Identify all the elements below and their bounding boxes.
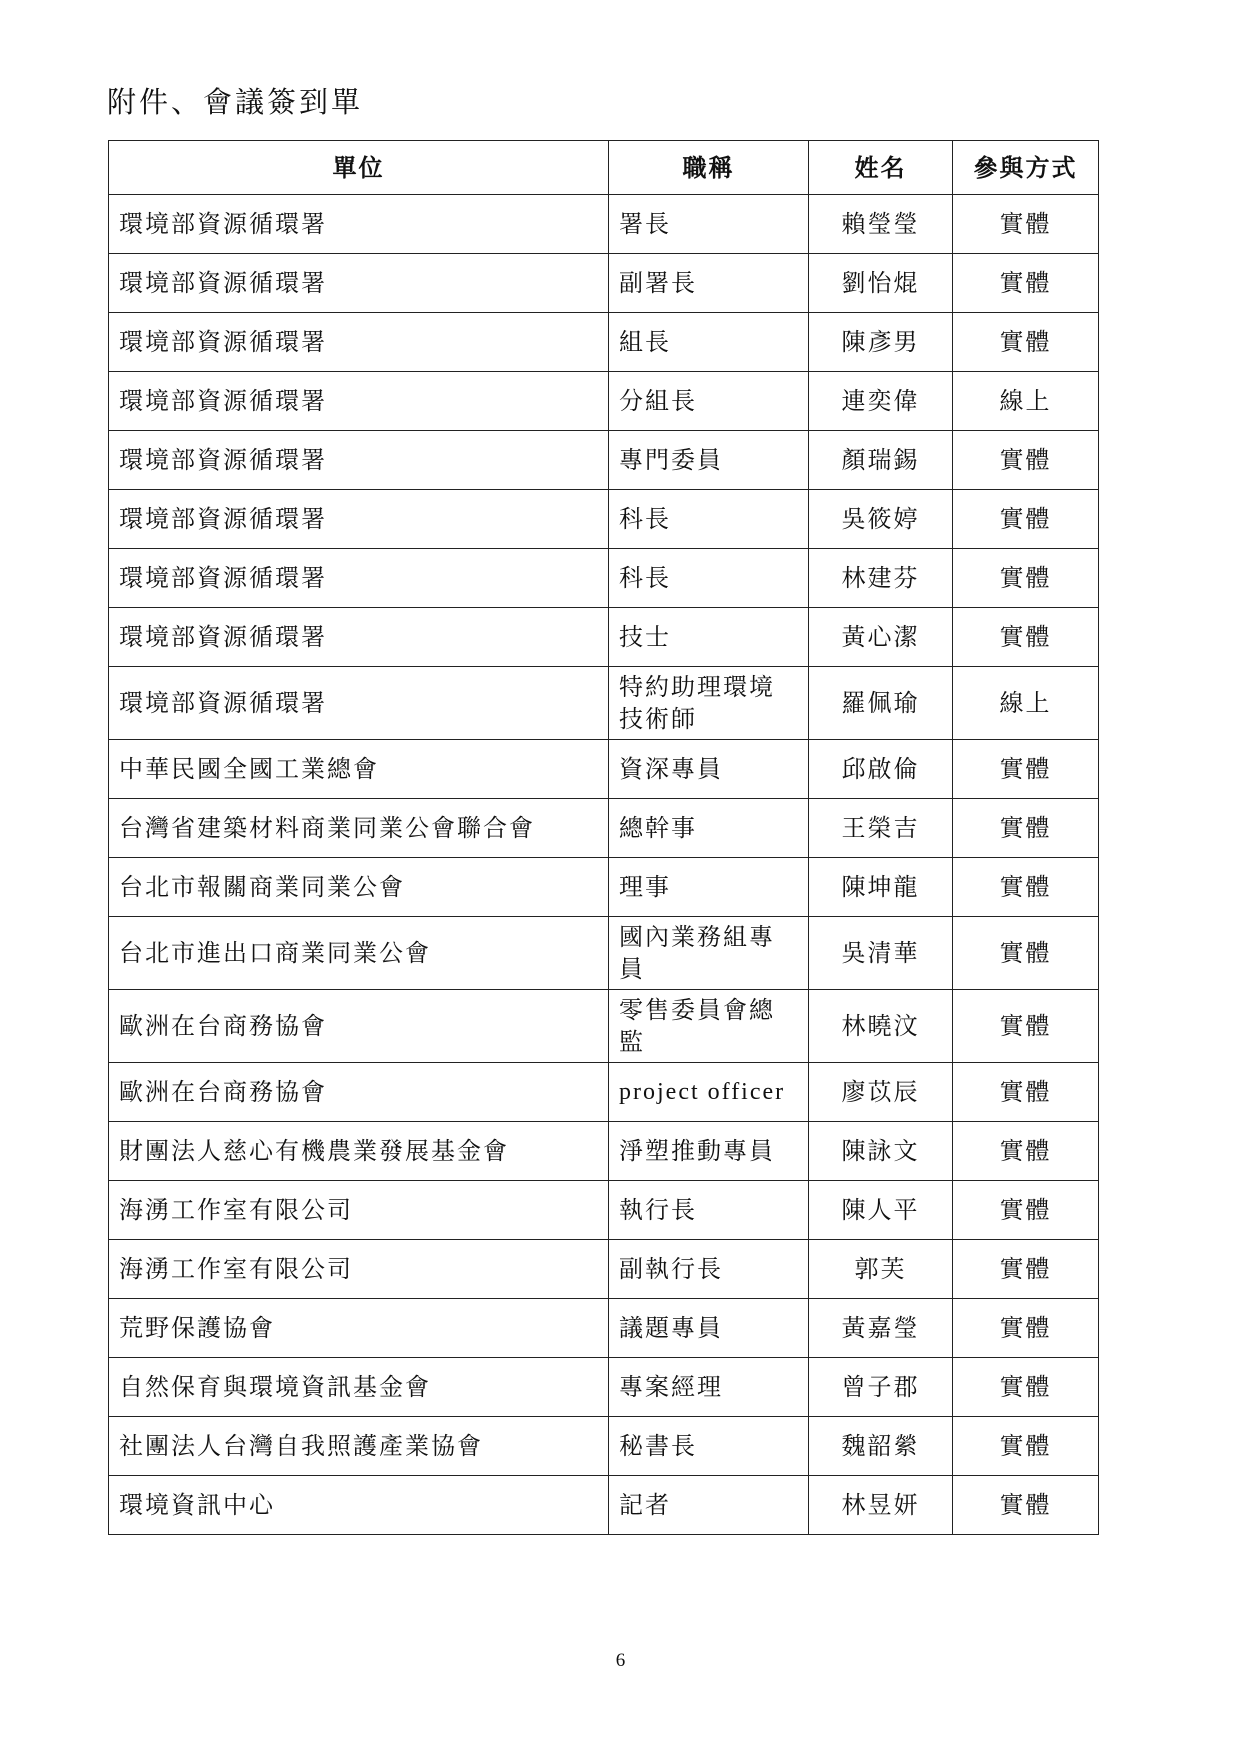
table-row	[109, 431, 1099, 490]
cell-mode: 實體	[953, 1299, 1099, 1358]
cell-title: project officer	[609, 1063, 809, 1122]
cell-unit: 海湧工作室有限公司	[109, 1181, 609, 1240]
cell-name: 黃心潔	[809, 608, 953, 667]
cell-title: 技士	[609, 608, 809, 667]
cell-mode: 線上	[953, 372, 1099, 431]
cell-mode: 實體	[953, 740, 1099, 799]
cell-unit: 環境部資源循環署	[109, 667, 609, 740]
cell-title: 分組長	[609, 372, 809, 431]
cell-mode: 實體	[953, 990, 1099, 1063]
cell-name: 曾子郡	[809, 1358, 953, 1417]
table-row	[109, 1122, 1099, 1181]
cell-unit: 環境部資源循環署	[109, 490, 609, 549]
cell-unit: 財團法人慈心有機農業發展基金會	[109, 1122, 609, 1181]
cell-unit: 環境部資源循環署	[109, 549, 609, 608]
cell-unit: 環境資訊中心	[109, 1476, 609, 1535]
table-row	[109, 313, 1099, 372]
cell-unit: 歐洲在台商務協會	[109, 990, 609, 1063]
cell-name: 林建芬	[809, 549, 953, 608]
cell-name: 林昱妍	[809, 1476, 953, 1535]
cell-unit: 社團法人台灣自我照護產業協會	[109, 1417, 609, 1476]
cell-name: 羅佩瑜	[809, 667, 953, 740]
cell-unit: 環境部資源循環署	[109, 313, 609, 372]
sign-in-table	[108, 140, 1099, 1535]
table-row	[109, 1476, 1099, 1535]
cell-name: 陳詠文	[809, 1122, 953, 1181]
cell-title: 執行長	[609, 1181, 809, 1240]
header-title: 職稱	[609, 141, 809, 195]
cell-mode: 實體	[953, 1063, 1099, 1122]
cell-mode: 實體	[953, 254, 1099, 313]
cell-name: 魏韶縈	[809, 1417, 953, 1476]
cell-unit: 中華民國全國工業總會	[109, 740, 609, 799]
cell-unit: 環境部資源循環署	[109, 195, 609, 254]
cell-name: 林曉汶	[809, 990, 953, 1063]
cell-title: 議題專員	[609, 1299, 809, 1358]
cell-name: 劉怡焜	[809, 254, 953, 313]
cell-unit: 自然保育與環境資訊基金會	[109, 1358, 609, 1417]
cell-mode: 實體	[953, 549, 1099, 608]
cell-name: 顏瑞錫	[809, 431, 953, 490]
cell-title: 秘書長	[609, 1417, 809, 1476]
cell-mode: 實體	[953, 1358, 1099, 1417]
cell-title: 資深專員	[609, 740, 809, 799]
cell-title: 副署長	[609, 254, 809, 313]
cell-title: 總幹事	[609, 799, 809, 858]
cell-title: 記者	[609, 1476, 809, 1535]
table-row	[109, 917, 1099, 990]
cell-name: 郭芙	[809, 1240, 953, 1299]
cell-unit: 環境部資源循環署	[109, 608, 609, 667]
page-number: 6	[615, 1650, 626, 1671]
cell-name: 王榮吉	[809, 799, 953, 858]
cell-mode: 實體	[953, 431, 1099, 490]
cell-title: 組長	[609, 313, 809, 372]
table-header-row	[109, 141, 1099, 195]
cell-title: 專門委員	[609, 431, 809, 490]
table-row	[109, 740, 1099, 799]
cell-mode: 實體	[953, 858, 1099, 917]
table-row	[109, 490, 1099, 549]
cell-mode: 實體	[953, 195, 1099, 254]
cell-name: 陳彥男	[809, 313, 953, 372]
cell-mode: 實體	[953, 490, 1099, 549]
cell-mode: 實體	[953, 917, 1099, 990]
cell-name: 陳坤龍	[809, 858, 953, 917]
cell-unit: 歐洲在台商務協會	[109, 1063, 609, 1122]
table-row	[109, 372, 1099, 431]
cell-name: 吳筱婷	[809, 490, 953, 549]
cell-unit: 環境部資源循環署	[109, 254, 609, 313]
cell-mode: 實體	[953, 313, 1099, 372]
cell-title: 淨塑推動專員	[609, 1122, 809, 1181]
table-row	[109, 608, 1099, 667]
cell-unit: 荒野保護協會	[109, 1299, 609, 1358]
cell-title: 專案經理	[609, 1358, 809, 1417]
table-row	[109, 858, 1099, 917]
cell-unit: 台灣省建築材料商業同業公會聯合會	[109, 799, 609, 858]
table-row	[109, 667, 1099, 740]
table-row	[109, 1358, 1099, 1417]
table-row	[109, 195, 1099, 254]
cell-name: 吳清華	[809, 917, 953, 990]
cell-title: 國內業務組專員	[609, 917, 809, 990]
cell-mode: 實體	[953, 1240, 1099, 1299]
cell-name: 黃嘉瑩	[809, 1299, 953, 1358]
cell-mode: 線上	[953, 667, 1099, 740]
header-unit: 單位	[109, 141, 609, 195]
cell-name: 賴瑩瑩	[809, 195, 953, 254]
header-name: 姓名	[809, 141, 953, 195]
cell-unit: 環境部資源循環署	[109, 372, 609, 431]
cell-unit: 台北市報關商業同業公會	[109, 858, 609, 917]
cell-title: 特約助理環境技術師	[609, 667, 809, 740]
header-mode: 參與方式	[953, 141, 1099, 195]
table-row	[109, 1299, 1099, 1358]
table-body	[109, 195, 1099, 1535]
cell-mode: 實體	[953, 1417, 1099, 1476]
cell-title: 副執行長	[609, 1240, 809, 1299]
table-row	[109, 799, 1099, 858]
cell-name: 邱啟倫	[809, 740, 953, 799]
table-row	[109, 1063, 1099, 1122]
cell-unit: 海湧工作室有限公司	[109, 1240, 609, 1299]
cell-unit: 台北市進出口商業同業公會	[109, 917, 609, 990]
cell-title: 零售委員會總監	[609, 990, 809, 1063]
cell-title: 科長	[609, 549, 809, 608]
table-row	[109, 1417, 1099, 1476]
cell-mode: 實體	[953, 1476, 1099, 1535]
table-row	[109, 254, 1099, 313]
cell-mode: 實體	[953, 608, 1099, 667]
cell-name: 廖苡辰	[809, 1063, 953, 1122]
cell-title: 科長	[609, 490, 809, 549]
cell-mode: 實體	[953, 799, 1099, 858]
cell-name: 陳人平	[809, 1181, 953, 1240]
table-row	[109, 990, 1099, 1063]
table-row	[109, 1240, 1099, 1299]
cell-mode: 實體	[953, 1181, 1099, 1240]
cell-mode: 實體	[953, 1122, 1099, 1181]
cell-name: 連奕偉	[809, 372, 953, 431]
table-row	[109, 1181, 1099, 1240]
document-title: 附件、會議簽到單	[107, 85, 364, 119]
cell-title: 署長	[609, 195, 809, 254]
cell-unit: 環境部資源循環署	[109, 431, 609, 490]
cell-title: 理事	[609, 858, 809, 917]
table-row	[109, 549, 1099, 608]
